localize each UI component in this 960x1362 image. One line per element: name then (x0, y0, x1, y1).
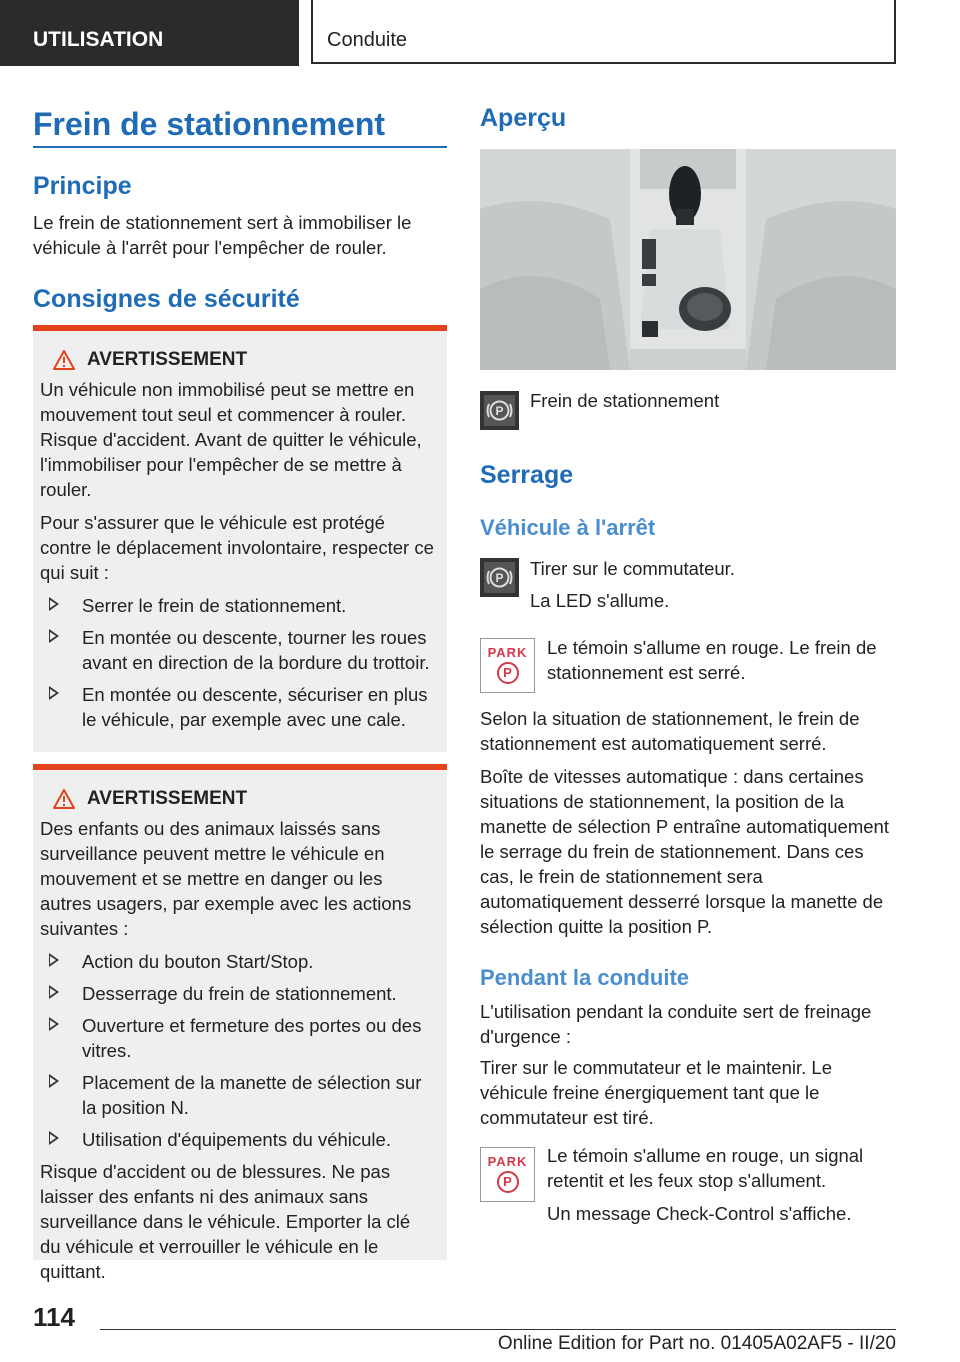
edition-text: Online Edition for Part no. 01405A02AF5 - II/20 (497, 1333, 896, 1354)
safety-heading: Consignes de sécurité (33, 285, 300, 313)
chapter-tab (311, 0, 896, 64)
chapter-label: Conduite (327, 29, 408, 51)
list-item: Action du bouton Start/Stop. (40, 949, 435, 974)
footer-rule (100, 1329, 896, 1330)
list-item: En montée ou descente, sécuriser en plus le véhicule, par exemple avec une cale. (40, 682, 435, 732)
svg-text:P: P (495, 571, 504, 585)
warning-triangle-icon (53, 350, 75, 370)
paragraph: Selon la situation de stationnement, le frein de stationnement est automatiquement serré. (480, 708, 860, 754)
stopped-step: Tirer sur le commutateur. (530, 558, 735, 579)
bullet-triangle-icon (49, 1017, 59, 1031)
paragraph: Boîte de vitesses automatique : dans certaines situations de stationnement, la position de la manette de sélection P entraîne automatiquement le serrage du frein de stationnement. Dans ces cas, le frein de stationnement sera automatiquement desserré lorsque la manette de sélection quitte la position P. (480, 766, 889, 937)
driving-heading: Pendant la conduite (480, 965, 690, 990)
page-number: 114 (33, 1302, 75, 1332)
park-label: PARK (487, 1154, 528, 1169)
park-indicator-icon (480, 1147, 535, 1202)
list-item: En montée ou descente, tourner les roues avant en direction de la bordure du trottoir. (40, 625, 435, 675)
paragraph: L'utilisation pendant la conduite sert de freinage d'urgence : (480, 1001, 872, 1047)
warning-text: Des enfants ou des animaux laissés sans surveillance peuvent mettre le véhicule en mouvement et se mettre en danger ou les autres usagers, par exemple avec les actions suivantes : (40, 818, 412, 939)
park-indicator-icon (480, 638, 535, 693)
stopped-led: La LED s'allume. (530, 590, 670, 611)
stopped-heading: Véhicule à l'arrêt (480, 515, 656, 540)
park-text: Le témoin s'allume en rouge, un signal retentit et les feux stop s'allument. (547, 1145, 864, 1191)
center-console-photo (480, 149, 896, 370)
park-text: Un message Check-Control s'affiche. (547, 1203, 852, 1224)
bullet-triangle-icon (49, 985, 59, 999)
warning-text: Un véhicule non immobilisé peut se mettre en mouvement tout seul et commencer à rouler. Risque d'accident. Avant de quitter le véhicule, l'immobiliser pour l'empêcher de se mettre à rouler. (40, 379, 422, 500)
bullet-triangle-icon (49, 686, 59, 700)
serrage-heading: Serrage (480, 461, 574, 489)
warning-title: AVERTISSEMENT (87, 349, 248, 370)
overview-heading: Aperçu (480, 104, 567, 132)
warning-text: Pour s'assurer que le véhicule est protégé contre le déplacement involontaire, respecter ce qui suit : (40, 512, 434, 583)
park-text: Le témoin s'allume en rouge. Le frein de stationnement est serré. (547, 637, 877, 683)
list-item: Utilisation d'équipements du véhicule. (40, 1127, 435, 1152)
page-title: Frein de stationnement (33, 106, 386, 142)
section-tab (0, 0, 299, 66)
park-letter: P (497, 1171, 519, 1193)
list-item: Desserrage du frein de stationnement. (40, 981, 435, 1006)
switch-caption: Frein de stationnement (530, 390, 720, 411)
list-item: Serrer le frein de stationnement. (40, 593, 435, 618)
list-item: Ouverture et fermeture des portes ou des vitres. (40, 1013, 435, 1063)
park-letter: P (497, 662, 519, 684)
warning-list (40, 593, 435, 732)
paragraph: Tirer sur le commutateur et le maintenir. Le véhicule freine énergiquement tant que le commutateur est tiré. (480, 1057, 832, 1128)
warning-box-2 (33, 764, 447, 1282)
title-rule (33, 146, 447, 148)
bullet-triangle-icon (49, 1131, 59, 1145)
warning-box-1 (33, 325, 447, 752)
parking-brake-switch-icon (480, 558, 519, 597)
bullet-triangle-icon (49, 1074, 59, 1088)
list-item: Placement de la manette de sélection sur la position N. (40, 1070, 435, 1120)
bullet-triangle-icon (49, 953, 59, 967)
warning-text: Risque d'accident ou de blessures. Ne pas laisser des enfants ni des animaux sans surveillance dans le véhicule. Emporter la clé du véhicule et verrouiller le véhicule en le quittant. (40, 1161, 411, 1282)
principle-text: Le frein de stationnement sert à immobiliser le véhicule à l'arrêt pour l'empêcher de rouler. (33, 212, 412, 258)
parking-brake-switch-icon (480, 391, 519, 430)
warning-title: AVERTISSEMENT (87, 788, 248, 809)
park-label: PARK (487, 645, 528, 660)
bullet-triangle-icon (49, 597, 59, 611)
bullet-triangle-icon (49, 629, 59, 643)
section-label: UTILISATION (33, 28, 164, 51)
principle-heading: Principe (33, 172, 132, 200)
warning-list (40, 949, 435, 1152)
warning-triangle-icon (53, 789, 75, 809)
svg-text:P: P (495, 404, 504, 418)
